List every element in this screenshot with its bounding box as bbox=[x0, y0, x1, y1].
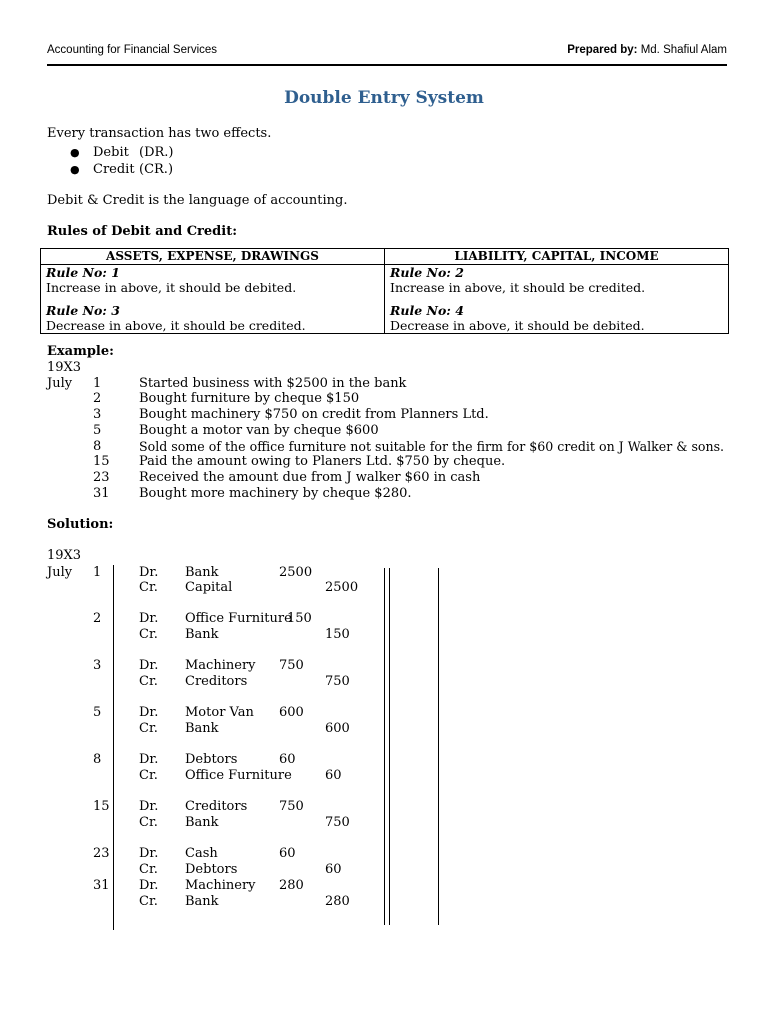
entry-cr-account: Bank bbox=[185, 815, 219, 830]
entry-dr-account: Office Furniture bbox=[185, 611, 292, 626]
entry-cr: Cr. bbox=[139, 815, 158, 830]
bullet-abbr: (CR.) bbox=[139, 162, 174, 177]
rule-number: Rule No: 1 bbox=[46, 265, 120, 280]
entry-day: 5 bbox=[93, 705, 102, 720]
entry-dr-amount: 2500 bbox=[279, 565, 313, 580]
example-day: 3 bbox=[93, 407, 102, 422]
example-day: 8 bbox=[93, 439, 102, 454]
example-day: 2 bbox=[93, 391, 102, 406]
journal-rule bbox=[438, 568, 439, 925]
entry-dr: Dr. bbox=[139, 752, 159, 767]
entry-cr-amount: 150 bbox=[325, 627, 350, 642]
entry-cr-account: Bank bbox=[185, 721, 219, 736]
language-line: Debit & Credit is the language of accounting. bbox=[47, 193, 348, 208]
entry-cr-amount: 2500 bbox=[325, 580, 359, 595]
entry-day: 8 bbox=[93, 752, 102, 767]
rule-text: Decrease in above, it should be debited. bbox=[390, 318, 645, 333]
rule-number: Rule No: 4 bbox=[390, 303, 464, 318]
entry-cr: Cr. bbox=[139, 674, 158, 689]
solution-heading: Solution: bbox=[47, 517, 114, 532]
entry-dr-account: Creditors bbox=[185, 799, 248, 814]
entry-cr: Cr. bbox=[139, 862, 158, 877]
entry-cr: Cr. bbox=[139, 627, 158, 642]
example-day: 31 bbox=[93, 486, 110, 501]
intro-line: Every transaction has two effects. bbox=[47, 126, 272, 141]
entry-dr-account: Bank bbox=[185, 565, 219, 580]
entry-dr-amount: 280 bbox=[279, 878, 304, 893]
entry-dr-account: Debtors bbox=[185, 752, 238, 767]
example-day: 23 bbox=[93, 470, 110, 485]
entry-cr-amount: 750 bbox=[325, 674, 350, 689]
example-day: 15 bbox=[93, 454, 110, 469]
example-day: 1 bbox=[93, 376, 102, 391]
entry-dr-amount: 150 bbox=[287, 611, 312, 626]
example-text: Bought machinery $750 on credit from Planners Ltd. bbox=[139, 407, 489, 422]
entry-dr-account: Cash bbox=[185, 846, 218, 861]
example-text: Bought more machinery by cheque $280. bbox=[139, 486, 412, 501]
journal-rule bbox=[384, 568, 385, 925]
bullet-term: Credit bbox=[93, 162, 135, 177]
entry-day: 3 bbox=[93, 658, 102, 673]
bullet-dot: ● bbox=[70, 163, 80, 176]
example-text: Started business with $2500 in the bank bbox=[139, 376, 407, 391]
entry-dr-amount: 600 bbox=[279, 705, 304, 720]
entry-cr-account: Creditors bbox=[185, 674, 248, 689]
entry-dr: Dr. bbox=[139, 799, 159, 814]
entry-dr: Dr. bbox=[139, 611, 159, 626]
rules-heading: Rules of Debit and Credit: bbox=[47, 224, 237, 239]
page-header bbox=[47, 42, 727, 66]
entry-cr-amount: 280 bbox=[325, 894, 350, 909]
solution-year: 19X3 bbox=[47, 548, 82, 563]
bullet-dot: ● bbox=[70, 146, 80, 159]
entry-dr-amount: 60 bbox=[279, 846, 296, 861]
entry-cr-account: Office Furniture bbox=[185, 768, 292, 783]
prepared-by-label: Prepared by: bbox=[567, 44, 638, 56]
entry-cr-account: Bank bbox=[185, 627, 219, 642]
example-text: Bought a motor van by cheque $600 bbox=[139, 423, 379, 438]
entry-cr-amount: 60 bbox=[325, 862, 342, 877]
example-heading: Example: bbox=[47, 344, 114, 359]
entry-cr-account: Capital bbox=[185, 580, 233, 595]
journal-rule bbox=[389, 568, 390, 925]
entry-dr: Dr. bbox=[139, 658, 159, 673]
prepared-by bbox=[567, 44, 727, 56]
entry-cr-account: Bank bbox=[185, 894, 219, 909]
entry-cr: Cr. bbox=[139, 721, 158, 736]
example-text: Sold some of the office furniture not suitable for the firm for $60 credit on J Walker & sons. bbox=[139, 439, 725, 454]
entry-dr-amount: 750 bbox=[279, 799, 304, 814]
entry-dr: Dr. bbox=[139, 878, 159, 893]
col-header: ASSETS, EXPENSE, DRAWINGS bbox=[41, 249, 385, 265]
entry-dr: Dr. bbox=[139, 846, 159, 861]
entry-cr: Cr. bbox=[139, 580, 158, 595]
course-title: Accounting for Financial Services bbox=[47, 44, 218, 56]
entry-cr-amount: 600 bbox=[325, 721, 350, 736]
entry-dr-amount: 60 bbox=[279, 752, 296, 767]
solution-month: July bbox=[47, 565, 73, 580]
entry-cr: Cr. bbox=[139, 894, 158, 909]
rule-cell bbox=[41, 265, 385, 334]
bullet-abbr: (DR.) bbox=[139, 145, 174, 160]
col-header: LIABILITY, CAPITAL, INCOME bbox=[385, 249, 729, 265]
entry-cr: Cr. bbox=[139, 768, 158, 783]
rule-text: Decrease in above, it should be credited. bbox=[46, 318, 306, 333]
example-year: 19X3 bbox=[47, 360, 82, 375]
rule-cell bbox=[385, 265, 729, 334]
rule-number: Rule No: 2 bbox=[390, 265, 464, 280]
entry-dr: Dr. bbox=[139, 705, 159, 720]
example-month: July bbox=[47, 376, 73, 391]
rules-table bbox=[40, 248, 729, 334]
example-text: Paid the amount owing to Planers Ltd. $750 by cheque. bbox=[139, 454, 506, 469]
entry-dr-account: Machinery bbox=[185, 658, 256, 673]
entry-dr-amount: 750 bbox=[279, 658, 304, 673]
entry-day: 1 bbox=[93, 565, 102, 580]
rule-text: Increase in above, it should be credited. bbox=[390, 280, 646, 295]
bullet-term: Debit bbox=[93, 145, 129, 160]
journal-rule bbox=[113, 565, 114, 930]
example-day: 5 bbox=[93, 423, 102, 438]
entry-day: 15 bbox=[93, 799, 110, 814]
entry-day: 31 bbox=[93, 878, 110, 893]
rule-text: Increase in above, it should be debited. bbox=[46, 280, 297, 295]
entry-dr-account: Machinery bbox=[185, 878, 256, 893]
entry-day: 23 bbox=[93, 846, 110, 861]
entry-day: 2 bbox=[93, 611, 102, 626]
example-text: Bought furniture by cheque $150 bbox=[139, 391, 360, 406]
page-title: Double Entry System bbox=[284, 88, 484, 108]
entry-dr-account: Motor Van bbox=[185, 705, 254, 720]
entry-cr-amount: 750 bbox=[325, 815, 350, 830]
entry-cr-account: Debtors bbox=[185, 862, 238, 877]
entry-cr-amount: 60 bbox=[325, 768, 342, 783]
entry-dr: Dr. bbox=[139, 565, 159, 580]
author-name: Md. Shafiul Alam bbox=[640, 44, 727, 56]
example-text: Received the amount due from J walker $60 in cash bbox=[139, 470, 481, 485]
rule-number: Rule No: 3 bbox=[46, 303, 120, 318]
